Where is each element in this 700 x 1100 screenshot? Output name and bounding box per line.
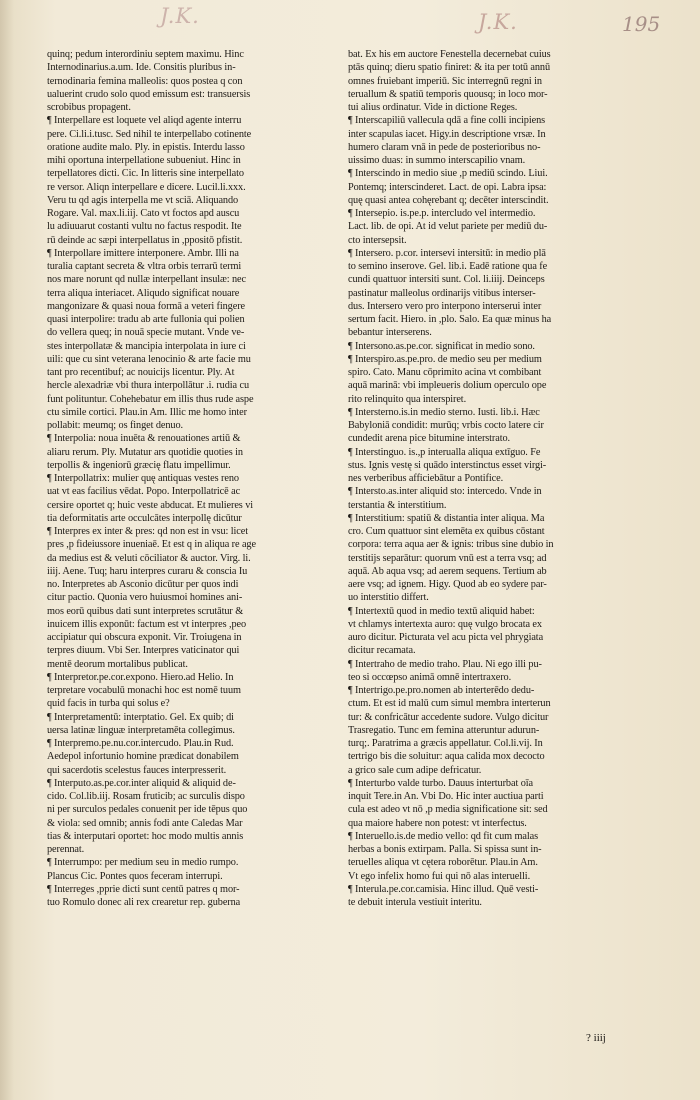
text-line: & viola: sed omnib; annis fodi ante Caledas Mar — [47, 817, 243, 829]
text-line: scrobibus propagent. — [47, 102, 131, 113]
text-line: cula est adeo vt nō ,p media significatione sit: sed — [348, 804, 548, 816]
text-line: ¶ Interpremo.pe.nu.cor.intercudo. Plau.in Rud. — [47, 738, 234, 749]
text-line: vt chlamys intertexta auro: quę vulgo brocata ex — [348, 618, 542, 630]
text-line: qua maiore habere non potest: vt interfectus. — [348, 817, 527, 829]
text-line: ptās quinq; dieru spatio finiret: & ita per totū annū — [348, 62, 551, 74]
text-line: Babyloniā condidit: murūq; vrbis cocto latere cir — [348, 420, 544, 431]
text-line: Internodinarius.a.um. Ide. Consitis pluribus in- — [47, 62, 236, 74]
text-line: citur pactio. Quonia vero huiusmoi homines ani- — [47, 592, 243, 604]
text-line: ¶ Interscindo in medio siue ,p mediū scindo. Liui. — [348, 168, 548, 180]
text-line: ¶ Interpolia: noua inuēta & renouationes artiū & — [47, 433, 241, 445]
signature-mark: ? iiij — [586, 1032, 606, 1044]
text-line: ¶ Interuello.is.de medio vello: qd fit cum malas — [348, 830, 539, 842]
text-line: inuicem illis exponūt: factum est vt interpres ,peo — [47, 618, 247, 630]
text-line: teruelles aliqua vt cętera roborētur. Plau.in Am. — [348, 857, 538, 869]
text-line: terpollis & ingeniorū græcię flatu impellimur. — [47, 459, 231, 471]
gutter-shadow — [0, 0, 14, 1100]
text-line: terstitijs separātur: quorum vnū est a terra vsq; ad — [348, 552, 547, 564]
text-line: do vellera queq; in nouā specie mutant. Vnde ve- — [47, 327, 245, 339]
text-line: ctum. Et est id malū cum simul membra interterun — [348, 698, 551, 710]
text-line: re versor. Aliqn interpellare e dicere. Lucil.li.xxx. — [47, 181, 246, 193]
text-line: bat. Ex his em auctore Fenestella decernebat cuius — [348, 49, 551, 60]
text-line: rū deinde ac sæpi interpellatus in ,ppositō pfistit. — [47, 234, 243, 246]
text-line: ¶ Interpellare est loquete vel aliqd agente interru — [47, 115, 242, 127]
text-line: dicitur recamata. — [348, 645, 416, 657]
text-line: nos mare norunt qd nullæ interpellant insulæ: nec — [47, 274, 247, 286]
text-line: pollabit: meumq; os finget denuo. — [47, 420, 183, 431]
text-line: ¶ Interpollatrix: mulier quę antiquas vestes reno — [47, 473, 239, 484]
text-line: uersa latinæ linguæ interpretamēta collegimus. — [47, 724, 235, 736]
text-line: mihi oportuna interpellatione subueniut. Hinc in — [47, 155, 241, 166]
text-line: tertrigo bis die soluitur: aqua calida mox decocto — [348, 751, 545, 763]
text-line: cro. Cum quattuor sint elemēta ex quibus cōstant — [348, 526, 545, 537]
text-line: quasi interpolire: tradu ab arte fullonia qui polien — [47, 314, 245, 325]
text-line: ¶ Interpretamentū: interptatio. Gel. Ex quib; di — [47, 711, 234, 723]
text-line: rito relinquito qua interspiret. — [348, 393, 467, 405]
text-line: nes verberibus afficiebātur a Pontifice. — [348, 473, 504, 484]
text-line: Plancus Cic. Pontes quos feceram interrupi. — [47, 870, 223, 882]
text-column-left — [47, 48, 335, 909]
text-line: quę quasi antea cohęrebant q; decēter interscindit. — [348, 194, 549, 206]
text-line: oratione audite malo. Ply. in epistis. Interdu lasso — [47, 141, 245, 153]
text-line: da medius est & veluti cōciliator & auctor. Virg. li. — [47, 552, 251, 564]
text-line: ¶ Intersepio. is.pe.p. intercludo vel intermedio. — [348, 208, 536, 219]
text-line: Veru tu qd agis interpella me vt sciā. Aliquando — [47, 194, 239, 206]
text-line: lu adiuuarut costanti vultu no factus respodit. Ite — [47, 221, 242, 233]
text-line: aquā marinā: vbi impleueris dolium operculo ope — [348, 380, 547, 392]
ownership-mark-left: J.K. — [160, 4, 200, 28]
text-line: teo si occœpso animā omnē intertraxero. — [348, 671, 512, 683]
text-line: hercle alexadriæ vbi thura interpollātur .i. rudia cu — [47, 380, 249, 392]
text-line: mos eorū quibus dati sunt interpretes scrutātur & — [47, 605, 244, 617]
text-line: ¶ Interputo.as.pe.cor.inter aliquid & aliquid de- — [47, 777, 236, 789]
text-line: to semino inserove. Gel. lib.i. Eadē ratione qua fe — [348, 261, 548, 272]
text-line: aliaru rerum. Ply. Mutatur ars quotidie quoties in — [47, 446, 243, 458]
text-line: ualuerint crudo solo quod emissum est: transuersis — [47, 88, 251, 100]
text-line: turq;. Paratrima a græcis appellatur. Col.li.vij. In — [348, 738, 543, 749]
text-line: dus. Intersero vero pro interpono interserui inter — [348, 300, 542, 312]
text-line: tui alius ordinatur. Vide in dictione Reges. — [348, 102, 518, 113]
text-line: auro dicitur. Picturata vel acu picta vel phrygiata — [348, 632, 544, 643]
text-line: funt polituntur. Cohehebatur em illis thus rude aspe — [47, 393, 254, 405]
text-line: ¶ Interula.pe.cor.camisia. Hinc illud. Quē vesti- — [348, 883, 539, 895]
text-line: ¶ Interscapiliū vallecula qdā a fine colli incipiens — [348, 115, 546, 127]
text-line: ¶ Interpollare imittere interponere. Ambr. Illi na — [47, 247, 239, 259]
text-line: uissimo duas: in summo interscapilio vnam. — [348, 155, 526, 166]
text-line: tia deformitatis arte occulcātes interpollę dicūtur — [47, 512, 242, 524]
text-line: ¶ Intertextū quod in medio textū aliquid habet: — [348, 605, 535, 617]
ownership-mark-right: J.K. — [478, 10, 518, 34]
text-line: terpellatores dicti. Cic. In litteris sine interpellato — [47, 168, 244, 180]
text-line: perennat. — [47, 844, 85, 855]
text-line: ¶ Interpretor.pe.cor.expono. Hiero.ad Helio. In — [47, 671, 234, 683]
text-line: Lact. lib. de opi. At id velut pariete per mediū du- — [348, 221, 548, 233]
text-line: aquā. Ab aqua vsq; ad aerem sequens. Tertium ab — [348, 565, 547, 577]
text-line: ni per surculos pedales conuenit per ide tēpus quo — [47, 804, 248, 816]
text-line: turalia captant secreta & vltra orbis terrarū termi — [47, 261, 242, 272]
text-line: herbas a bonis extirpam. Palla. Si spissa sunt in- — [348, 844, 542, 855]
text-line: cundedit arena pice bitumine interstrato. — [348, 433, 511, 445]
text-line: pres ,p fideiussore inueniaē. Et est q in aliqua re age — [47, 539, 256, 551]
text-line: uili: que cu sint veterana lenocinio & arte facie mu — [47, 353, 251, 365]
text-line: ¶ Interspiro.as.pe.pro. de medio seu per medium — [348, 353, 542, 365]
text-line: mangonizare & quasi noua formā a veteri fingere — [47, 300, 246, 312]
text-line: tuo Romulo donec ali rex crearetur rep. guberna — [47, 897, 241, 908]
text-line: quid facis in turba qui solus e? — [47, 698, 170, 710]
text-line: ¶ Intersterno.is.in medio sterno. Iusti. lib.i. Hæc — [348, 406, 540, 418]
text-line: uo interstitio differt. — [348, 592, 429, 604]
text-line: uat vt eas facilius vēdat. Popo. Interpollatricē ac — [47, 486, 241, 498]
text-line: ¶ Intersero. p.cor. intersevi intersitū: in medio plā — [348, 247, 546, 259]
text-line: pastinatur malleolus ordinarijs vitibus interser- — [348, 287, 536, 299]
text-line: tur: & confricātur accedente sudore. Vulgo dicitur — [348, 711, 549, 723]
text-line: a grico sale cum adipe defricatur. — [348, 764, 482, 776]
text-line: mentē deorum mortalibus publicat. — [47, 658, 188, 670]
text-line: tant pro recentibuf; ac nouicijs licentur. Ply. At — [47, 367, 235, 378]
text-line: ¶ Intersono.as.pe.cor. significat in medio sono. — [348, 340, 535, 352]
text-line: cersire oportet q; huic veste abducat. Et mulieres vi — [47, 499, 253, 511]
text-line: te debuit interula vestiuit interitu. — [348, 897, 482, 908]
text-line: no. Interpretes ab Asconio dicūtur per quos indi — [47, 579, 239, 590]
text-line: ctu simile cortici. Plau.in Am. Illic me homo inter — [47, 406, 247, 418]
text-line: ¶ Interstinguo. is.,p interualla aliqua extīguo. Fe — [348, 446, 541, 458]
text-line: omnes fruiebant imperiū. Sic interregnū regni in — [348, 75, 542, 87]
text-line: quinq; pedum interordiniu septem maximu. Hinc — [47, 49, 244, 60]
folio-number: 195 — [622, 12, 661, 36]
text-line: accipiatur qui obscura exponit. Vir. Troiugena in — [47, 632, 242, 643]
text-line: ¶ Interturbo valde turbo. Dauus interturbat oīa — [348, 777, 533, 789]
text-line: Trasregatio. Tunc em femina atteruntur adurun- — [348, 724, 540, 736]
text-line: qui sacerdotis scelestus fauces interpresserit. — [47, 764, 227, 776]
text-line: sertum facit. Hiero. in ,plo. Salo. Ea quæ minus ha — [348, 314, 552, 325]
text-line: Pontemq; interscinderet. Lact. de opi. Labra ipsa: — [348, 181, 547, 193]
text-line: stus. Ignis vestę si quādo interstinctus esset virgi- — [348, 459, 547, 471]
text-line: terra aliqua interiacet. Aliqudo significat nouare — [47, 287, 240, 299]
text-line: terstantia & interstitium. — [348, 499, 447, 511]
text-line: cundi quattuor intersiti sunt. Col. li.iiij. Deinceps — [348, 274, 545, 286]
text-line: ¶ Interrumpo: per medium seu in medio rumpo. — [47, 857, 239, 869]
text-line: inter scapulas iacet. Higy.in descriptione vrsæ. In — [348, 128, 546, 140]
text-line: ¶ Interstitium: spatiū & distantia inter aliqua. Ma — [348, 512, 545, 524]
text-line: Aedepol infortunio homine prædicat donabilem — [47, 751, 239, 763]
text-line: ¶ Interreges ,pprie dicti sunt centū patres q mor- — [47, 883, 240, 895]
text-line: corpora: terra aqua aer & ignis: tribus sine dubio in — [348, 539, 554, 551]
text-line: ¶ Intertraho de medio traho. Plau. Ni ego illi pu- — [348, 658, 542, 670]
text-line: terpres diuum. Vbi Ser. Interpres vaticinator qui — [47, 645, 240, 657]
text-line: ¶ Interpres ex inter & pres: qd non est in vsu: licet — [47, 526, 248, 537]
text-line: ¶ Intertrigo.pe.pro.nomen ab interterēdo dedu- — [348, 685, 535, 696]
text-line: tias & interputari oportet: hoc modo multis annis — [47, 830, 244, 842]
text-line: bebantur interserens. — [348, 327, 432, 339]
text-line: ¶ Intersto.as.inter aliquid sto: intercedo. Vnde in — [348, 486, 542, 498]
text-line: inquit Tere.in An. Vbi Do. Hic inter auctiua parti — [348, 791, 544, 802]
text-line: cto intersepsit. — [348, 234, 407, 246]
text-line: cido. Col.lib.iij. Rosam fruticib; ac surculis dispo — [47, 791, 245, 802]
text-line: ternodinaria femina malleolis: quos postea q con — [47, 75, 243, 87]
text-line: teruallum & spatiū temporis quousq; in loco mor- — [348, 88, 548, 100]
text-line: stes interpollatæ & mancipia interpolata in iure ci — [47, 340, 246, 352]
text-line: iiij. Aene. Tuq; haru interpres curaru & conscia Iu — [47, 565, 248, 577]
text-line: Vt ego infelix homo fui qui nō alas interuelli. — [348, 870, 531, 882]
text-line: humero claram vnā in pede de posterioribus no- — [348, 141, 541, 153]
text-line: Rogare. Val. max.li.iij. Cato vt foctos apd auscu — [47, 208, 240, 219]
text-line: terpretare vocabulū monachi hoc est nomē tuum — [47, 685, 241, 696]
text-line: pere. Ci.li.i.tusc. Sed nihil te interpellabo cotinente — [47, 128, 252, 140]
text-line: aere vsq; ad ignem. Higy. Quod ab eo sydere par- — [348, 579, 547, 590]
text-line: spiro. Cato. Manu cōprimito acina vt combibant — [348, 367, 542, 378]
text-column-right — [348, 48, 636, 909]
